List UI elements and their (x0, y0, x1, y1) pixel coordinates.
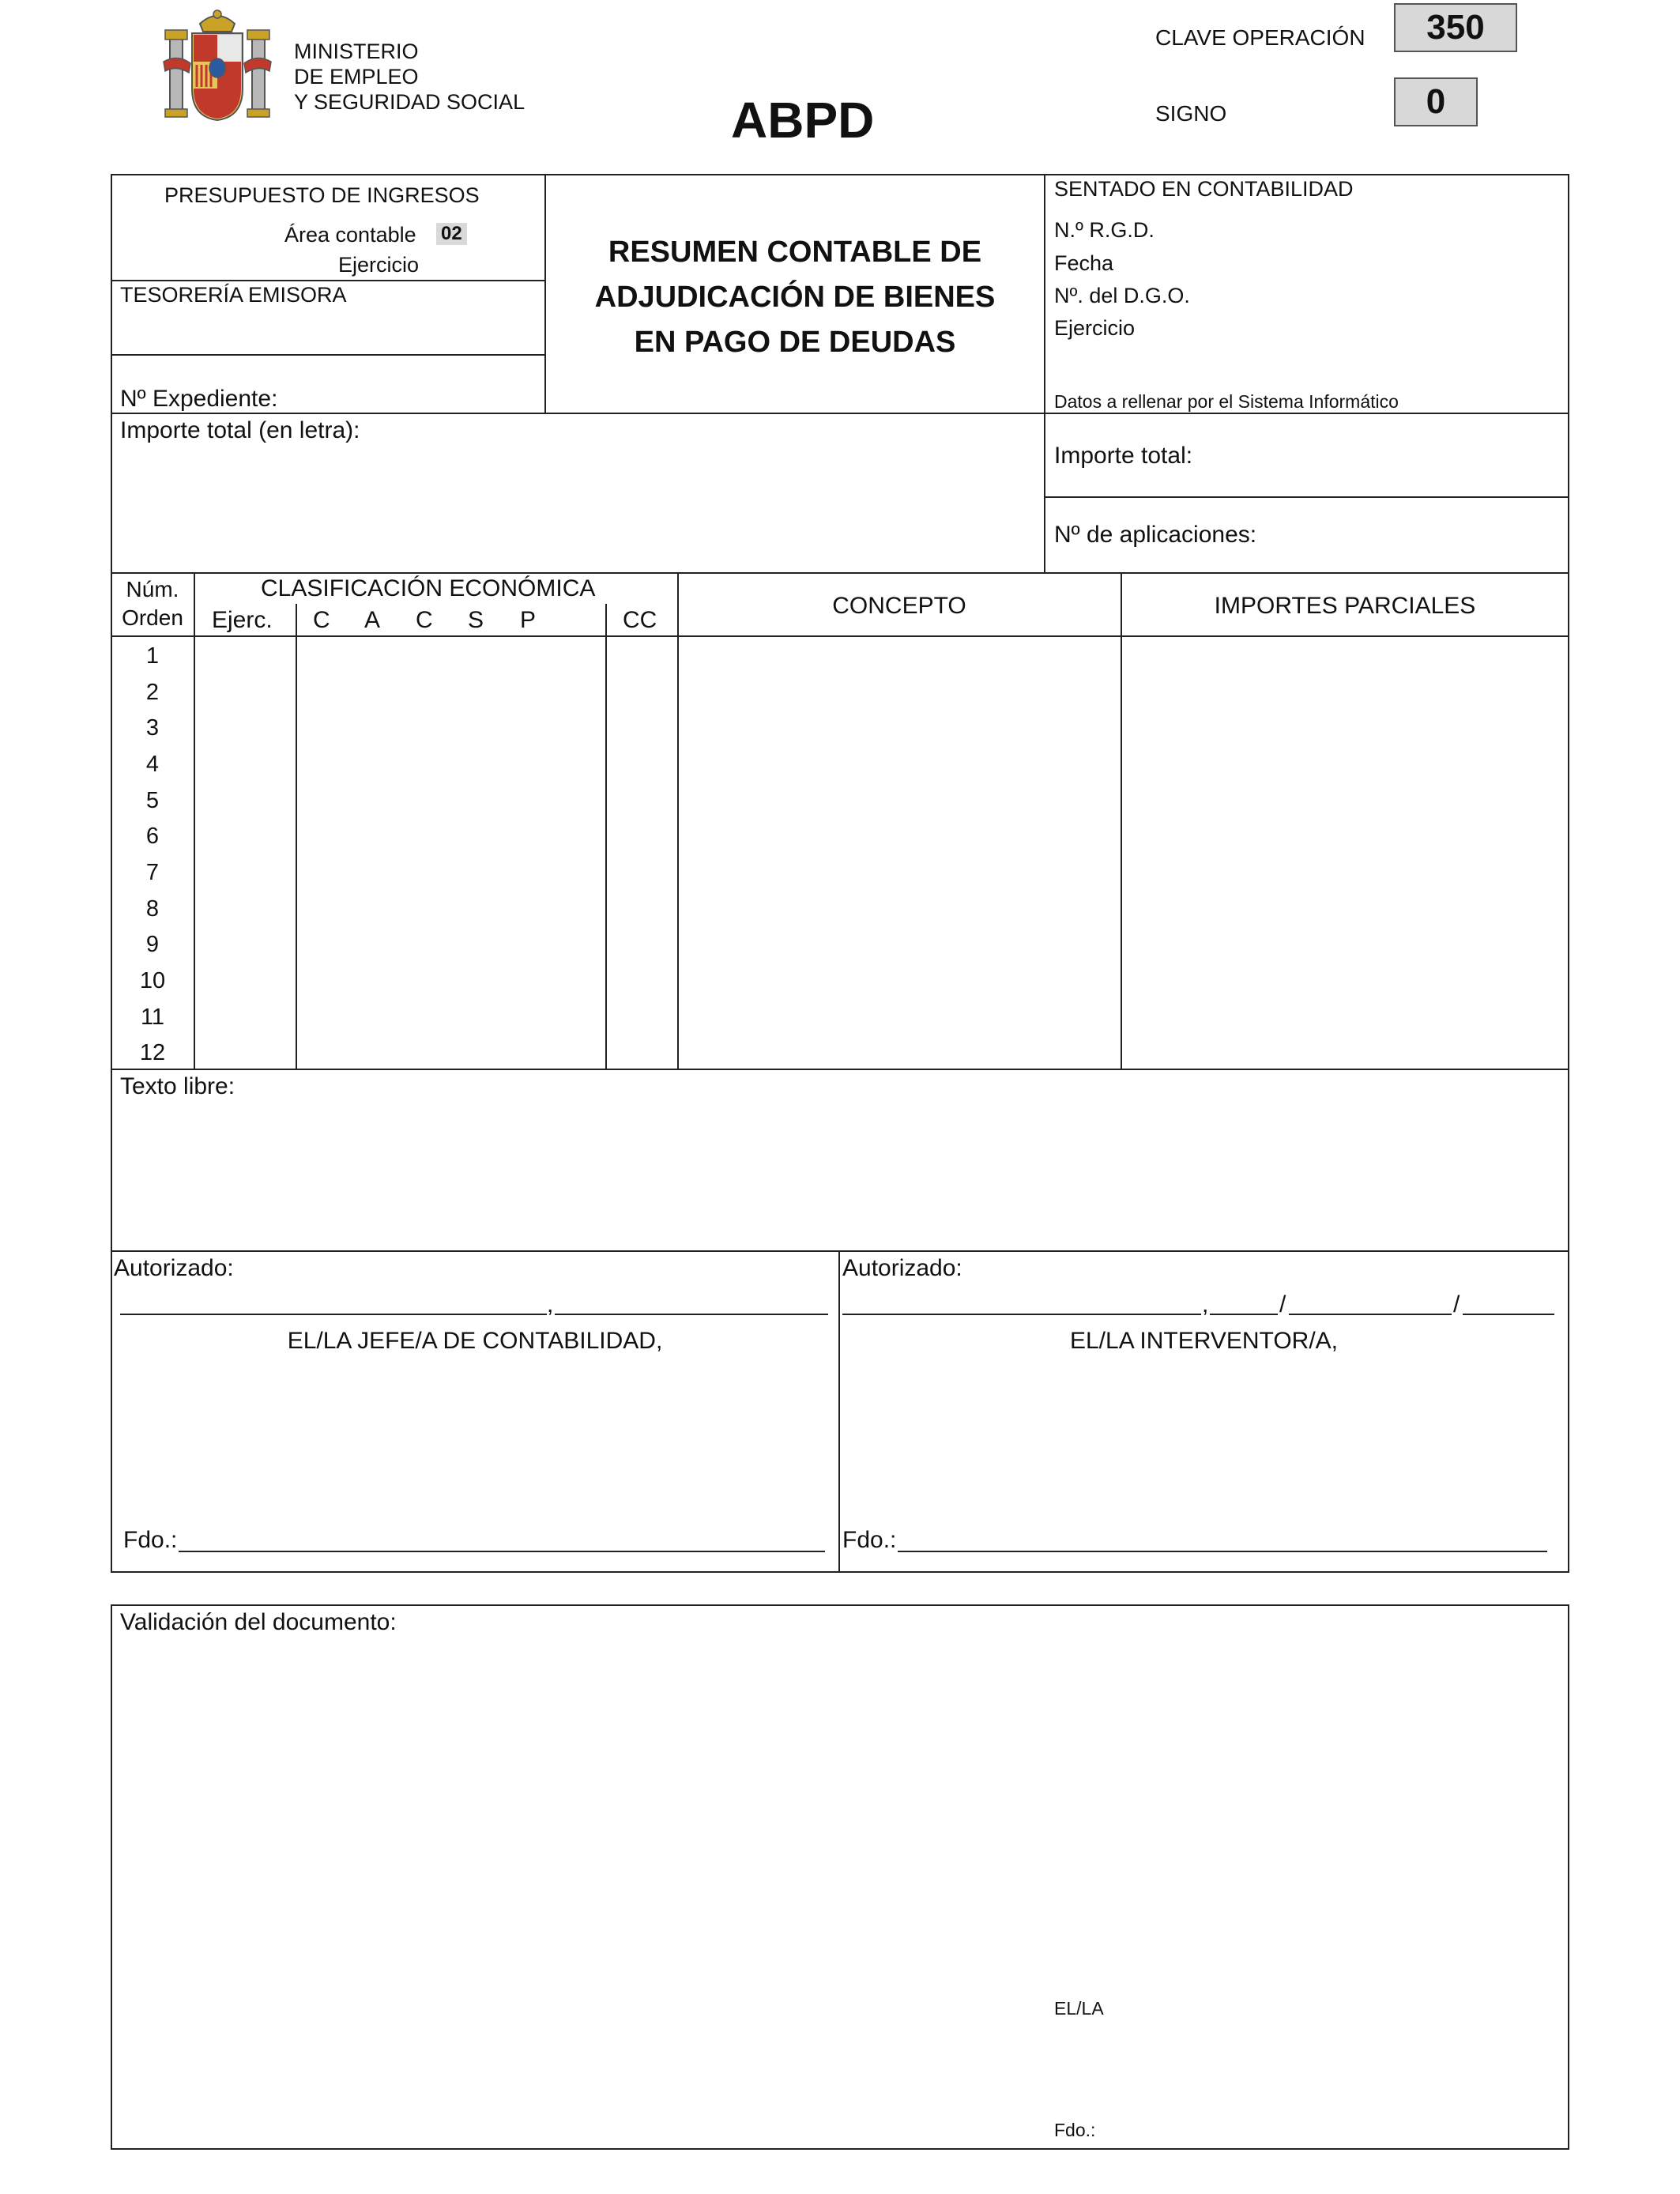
cacsp-p: P (520, 607, 537, 633)
row-number: 8 (145, 896, 160, 922)
form-title-line-1: RESUMEN CONTABLE DE (608, 236, 982, 269)
left-comma: , (547, 1291, 554, 1318)
signo-value: 0 (1394, 77, 1478, 126)
divider (1044, 174, 1045, 574)
datos-note: Datos a rellenar por el Sistema Informático (1054, 391, 1399, 412)
right-slash-1: / (1279, 1291, 1286, 1318)
texto-libre-label: Texto libre: (120, 1073, 235, 1099)
divider (111, 635, 1569, 637)
divider (111, 280, 545, 281)
clasificacion-header: CLASIFICACIÓN ECONÓMICA (261, 575, 596, 601)
right-month-line (1289, 1314, 1452, 1315)
ejerc-header: Ejerc. (212, 607, 273, 633)
importe-letra-label: Importe total (en letra): (120, 417, 360, 443)
row-number: 1 (145, 643, 160, 669)
cacsp-s: S (468, 607, 484, 633)
validacion-ella: EL/LA (1054, 1998, 1104, 2019)
right-autorizado-label: Autorizado: (842, 1255, 962, 1281)
right-slash-2: / (1453, 1291, 1460, 1318)
signo-label: SIGNO (1155, 101, 1227, 126)
row-number: 10 (139, 968, 166, 993)
area-contable-value: 02 (436, 223, 467, 245)
ministry-line-2: DE EMPLEO (294, 65, 419, 89)
divider (677, 572, 679, 1070)
left-place-line (120, 1314, 547, 1315)
left-date-line (555, 1314, 828, 1315)
row-number: 7 (145, 860, 160, 885)
divider (605, 604, 607, 1070)
left-autorizado-label: Autorizado: (114, 1255, 234, 1281)
tesoreria-label: TESORERÍA EMISORA (120, 283, 347, 307)
sentado-label: SENTADO EN CONTABILIDAD (1054, 177, 1354, 201)
row-number: 2 (145, 680, 160, 705)
divider (111, 354, 545, 356)
divider (194, 572, 195, 1070)
fecha-label: Fecha (1054, 251, 1114, 275)
row-number: 9 (145, 932, 160, 957)
rgd-label: N.º R.G.D. (1054, 218, 1155, 242)
validacion-label: Validación del documento: (120, 1609, 397, 1635)
left-signature-line (179, 1551, 825, 1552)
num-orden-label-1: Núm. (126, 577, 179, 601)
texto-libre-box[interactable] (111, 1069, 1569, 1252)
signatures-frame (111, 1250, 1569, 1573)
clave-operacion-value: 350 (1394, 3, 1517, 52)
right-signature-line (898, 1551, 1547, 1552)
cacsp-c1: C (313, 607, 330, 633)
num-orden-label-2: Orden (122, 605, 183, 630)
cc-header: CC (623, 607, 657, 633)
divider (296, 604, 297, 1070)
presupuesto-label: PRESUPUESTO DE INGRESOS (164, 183, 480, 207)
form-title-line-3: EN PAGO DE DEUDAS (634, 326, 956, 359)
coat-of-arms-logo (162, 6, 273, 123)
row-number: 4 (145, 752, 160, 777)
line-items-table (111, 572, 1569, 1070)
ministry-line-3: Y SEGURIDAD SOCIAL (294, 90, 525, 114)
form-code: ABPD (731, 92, 875, 149)
validacion-box (111, 1604, 1569, 2150)
cacsp-a: A (364, 607, 381, 633)
right-role: EL/LA INTERVENTOR/A, (1069, 1328, 1338, 1354)
divider (1044, 496, 1569, 498)
expediente-label: Nº Expediente: (120, 386, 278, 412)
row-number: 3 (145, 715, 160, 741)
dgo-label: Nº. del D.G.O. (1054, 284, 1190, 307)
right-year-line (1463, 1314, 1554, 1315)
divider (111, 413, 1569, 414)
row-number: 6 (145, 824, 160, 849)
form-title-line-2: ADJUDICACIÓN DE BIENES (594, 281, 996, 314)
ejercicio-right-label: Ejercicio (1054, 316, 1136, 340)
left-fdo-label: Fdo.: (123, 1527, 178, 1553)
row-number: 5 (145, 788, 160, 813)
ministry-line-1: MINISTERIO (294, 40, 419, 63)
row-number: 11 (140, 1005, 165, 1030)
divider (1121, 572, 1122, 1070)
num-aplicaciones-label: Nº de aplicaciones: (1054, 522, 1257, 548)
concepto-header: CONCEPTO (832, 593, 966, 619)
divider (838, 1250, 840, 1573)
clave-operacion-label: CLAVE OPERACIÓN (1155, 25, 1365, 50)
row-number: 12 (139, 1040, 166, 1065)
cacsp-c2: C (416, 607, 433, 633)
right-comma: , (1202, 1291, 1209, 1318)
left-role: EL/LA JEFE/A DE CONTABILIDAD, (287, 1328, 663, 1354)
ejercicio-label: Ejercicio (338, 253, 420, 277)
right-place-line (842, 1314, 1201, 1315)
area-contable-label: Área contable (284, 223, 416, 247)
importe-total-label: Importe total: (1054, 443, 1193, 469)
divider (544, 174, 546, 414)
right-day-line (1210, 1314, 1278, 1315)
importes-header: IMPORTES PARCIALES (1214, 593, 1476, 619)
right-fdo-label: Fdo.: (842, 1527, 897, 1553)
validacion-fdo: Fdo.: (1054, 2120, 1096, 2140)
